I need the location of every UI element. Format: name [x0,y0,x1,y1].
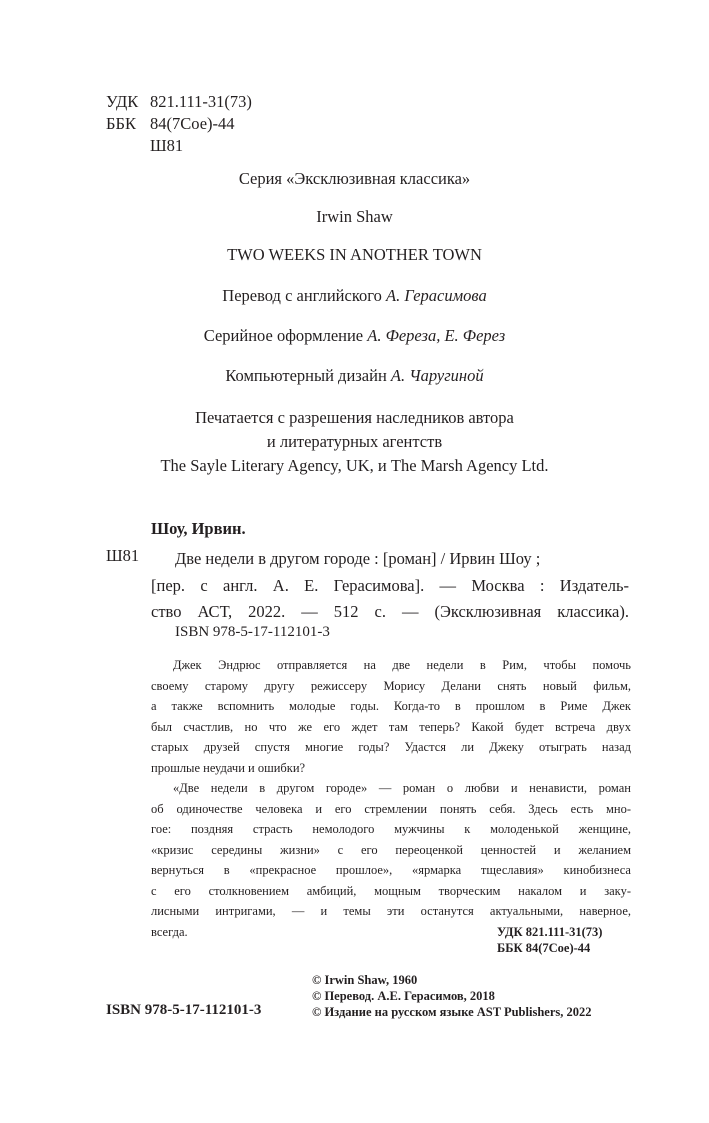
catalog-author: Шоу, Ирвин. [151,519,246,538]
isbn-bottom: ISBN 978-5-17-112101-3 [106,1002,262,1018]
author-mark: Ш81 [150,136,184,155]
original-author: Irwin Shaw [316,207,393,226]
translator-name: А. Герасимова [386,286,487,305]
bibliographic-description: Две недели в другом городе : [роман] / Ирвин Шоу ; [пер. с англ. А. Е. Герасимова]. — Москва : Издатель- ство АСТ, 2022. — 512 с. — (Эксклюзивная классика). [151,549,629,621]
series-design-credit: Серийное оформление А. Фереза, Е. Ферез [203,326,506,345]
permission-note: Печатается с разрешения наследников автора и литературных агентств The Sayle Literary Agency, UK, и The Marsh Agency Ltd. [160,408,549,475]
copyright-block: © Irwin Shaw, 1960 © Перевод. А.Е. Герасимов, 2018 © Издание на русском языке AST Publishers, 2022 [312,973,592,1019]
original-title: TWO WEEKS IN ANOTHER TOWN [227,245,482,264]
bbk-label: ББК [106,114,136,133]
udk-value: 821.111-31(73) [150,92,252,111]
series-line: Серия «Эксклюзивная классика» [238,169,471,188]
computer-design-credit: Компьютерный дизайн А. Чаругиной [225,366,484,385]
classification-codes [106,91,252,157]
translation-credit: Перевод с английского А. Герасимова [222,286,487,305]
catalog-isbn: ISBN 978-5-17-112101-3 [175,624,330,640]
annotation: Джек Эндрюс отправляется на две недели в Рим, чтобы помочь своему старому другу режиссеру Морису Делани снять новый фильм, а также вспомнить молодые годы. Когда-то в прошлом в Риме Джек был счастлив, но что же его ждет там теперь? Какой будет встреча двух старых друзей спустя многие годы? Удастся ли Джеку отыграть назад прошлые неудачи и ошибки? «Две недели в другом городе» — роман о любви и ненависти, роман об одиночестве человека и его стремлении понять себя. Здесь есть мно- гое: поздняя страсть немолодого мужчины к молоденькой женщине, «кризис середины жизни» с его переоценкой ценностей и желанием вернуться в «прекрасное прошлое», «ярмарка тщеславия» кинобизнеса с его столкновением амбиций, мощным творческим накалом и заку- лисными интригами, — и темы эти останутся актуальными, наверное, всегда. [151,658,631,939]
catalog-mark: Ш81 [106,546,140,565]
udk-label: УДК [106,92,139,111]
designer-names: А. Фереза, Е. Ферез [367,326,506,345]
computer-designer-name: А. Чаругиной [390,366,484,385]
bottom-classification: УДК 821.111-31(73) ББК 84(7Сое)-44 [497,925,603,955]
bbk-value: 84(7Сое)-44 [150,114,235,133]
